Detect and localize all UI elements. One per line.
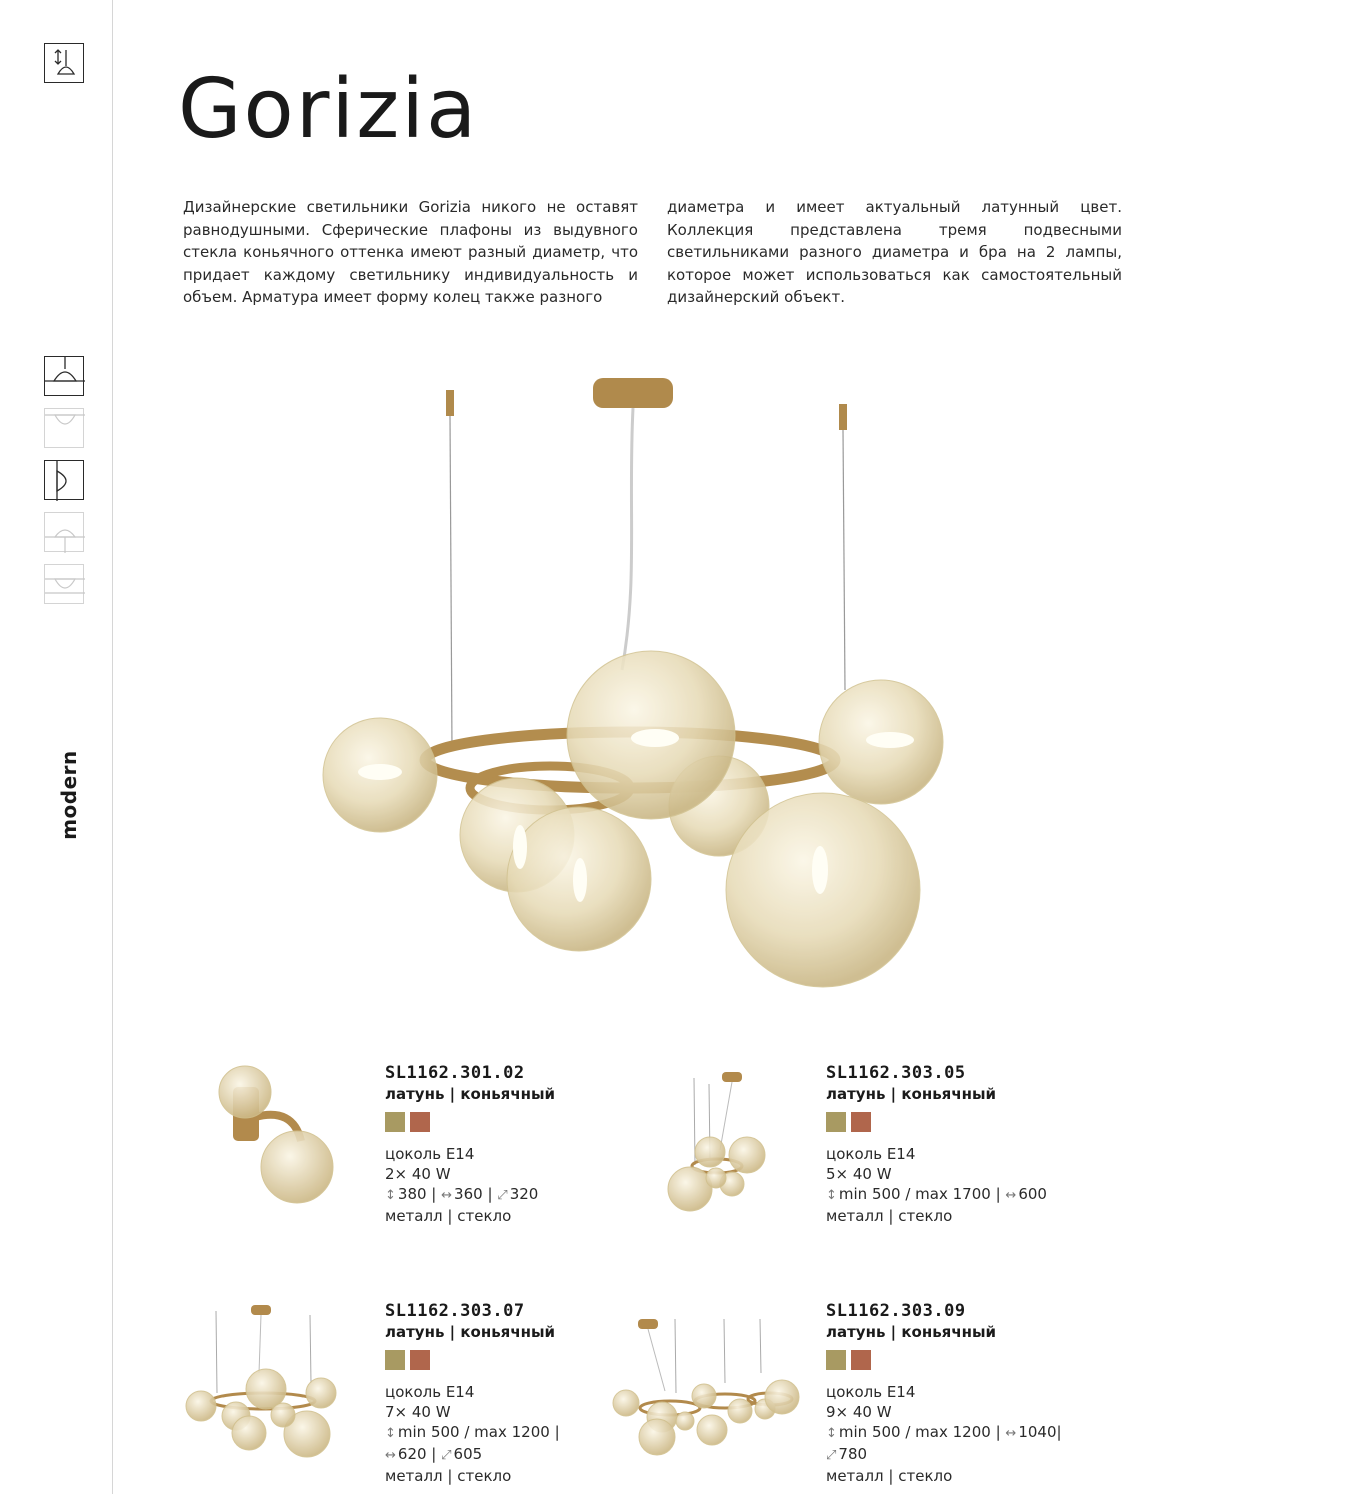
product-finish: латунь | коньячный [385,1085,556,1103]
width-icon: ↔ [385,1448,396,1463]
product-power: 9× 40 W [826,1403,892,1421]
product-socket: цоколь E14 [826,1145,916,1163]
width-icon: ↔ [1005,1426,1017,1441]
height-icon: ↕ [826,1188,837,1203]
product-code: SL1162.301.02 [385,1063,525,1083]
product-socket: цоколь E14 [385,1383,475,1401]
product-dimensions: ↕ min 500 / max 1700 | ↔ 600 [826,1185,1047,1203]
depth-icon: ⤢ [826,1448,837,1463]
product-finish: латунь | коньячный [385,1323,556,1341]
product-finish: латунь | коньячный [826,1323,997,1341]
product-card-2 [826,1062,1047,1226]
product-socket: цоколь E14 [826,1383,916,1401]
product-material: металл | стекло [385,1467,512,1485]
pendant-icon[interactable] [44,356,84,396]
swatch-brass[interactable] [826,1350,846,1370]
product-code: SL1162.303.09 [826,1301,966,1321]
hero-chandelier-image [300,360,950,1000]
swatch-cognac[interactable] [851,1112,871,1132]
width-icon: ↔ [1005,1188,1017,1203]
style-category-label: modern [57,750,81,840]
product-material: металл | стекло [385,1207,512,1225]
product-socket: цоколь E14 [385,1145,475,1163]
height-icon: ↕ [385,1188,396,1203]
height-icon: ↕ [385,1426,396,1441]
description-column-1: Дизайнерские светильники Gorizia никого не оставят равнодушными. Сферические плафоны из выдувного стекла коньячного оттенка имеют разный диаметр, что придает каждому светильнику индивидуальность и объем. Арматура имеет форму колец также разного [183,198,638,306]
product-image-pendant-5 [662,1070,772,1218]
swatch-brass[interactable] [385,1112,405,1132]
depth-icon: ⤢ [497,1188,508,1203]
product-card-1 [385,1062,555,1226]
swatch-cognac[interactable] [851,1350,871,1370]
floor-lamp-icon[interactable] [44,564,84,604]
ceiling-lamp-icon[interactable] [44,408,84,448]
product-card-3 [385,1300,560,1486]
collection-title: Gorizia [178,62,479,157]
product-code: SL1162.303.05 [826,1063,966,1083]
product-dimensions-height: ↕ min 500 / max 1200 | ↔ 1040| [826,1423,1062,1441]
width-icon: ↔ [441,1188,453,1203]
depth-icon: ⤢ [441,1448,452,1463]
product-power: 5× 40 W [826,1165,892,1183]
sidebar-divider [112,0,113,1494]
product-power: 2× 40 W [385,1165,451,1183]
wall-lamp-icon[interactable] [44,460,84,500]
product-material: металл | стекло [826,1207,953,1225]
product-image-pendant-9 [610,1313,806,1463]
product-dimensions-width: ↔ 620 | ⤢ 605 [385,1445,483,1463]
product-card-4 [826,1300,1062,1486]
height-icon: ↕ [826,1426,837,1441]
product-dimensions-depth: ⤢ 780 [826,1445,868,1463]
product-material: металл | стекло [826,1467,953,1485]
product-image-pendant-7 [183,1303,343,1463]
product-dimensions: ↕ 380 | ↔ 360 | ⤢ 320 [385,1185,539,1203]
product-finish: латунь | коньячный [826,1085,997,1103]
pendant-height-icon[interactable] [44,43,84,83]
table-lamp-icon[interactable] [44,512,84,552]
swatch-cognac[interactable] [410,1112,430,1132]
swatch-brass[interactable] [826,1112,846,1132]
product-image-wall-lamp [215,1063,337,1208]
product-dimensions-height: ↕ min 500 / max 1200 | [385,1423,560,1441]
swatch-cognac[interactable] [410,1350,430,1370]
product-power: 7× 40 W [385,1403,451,1421]
product-code: SL1162.303.07 [385,1301,525,1321]
swatch-brass[interactable] [385,1350,405,1370]
description-column-2: диаметра и имеет актуальный латунный цвет. Коллекция представлена тремя подвесными светильниками разного диаметра и бра на 2 лампы, которое может использоваться как самостоятельный дизайнерский объект. [667,198,1122,306]
